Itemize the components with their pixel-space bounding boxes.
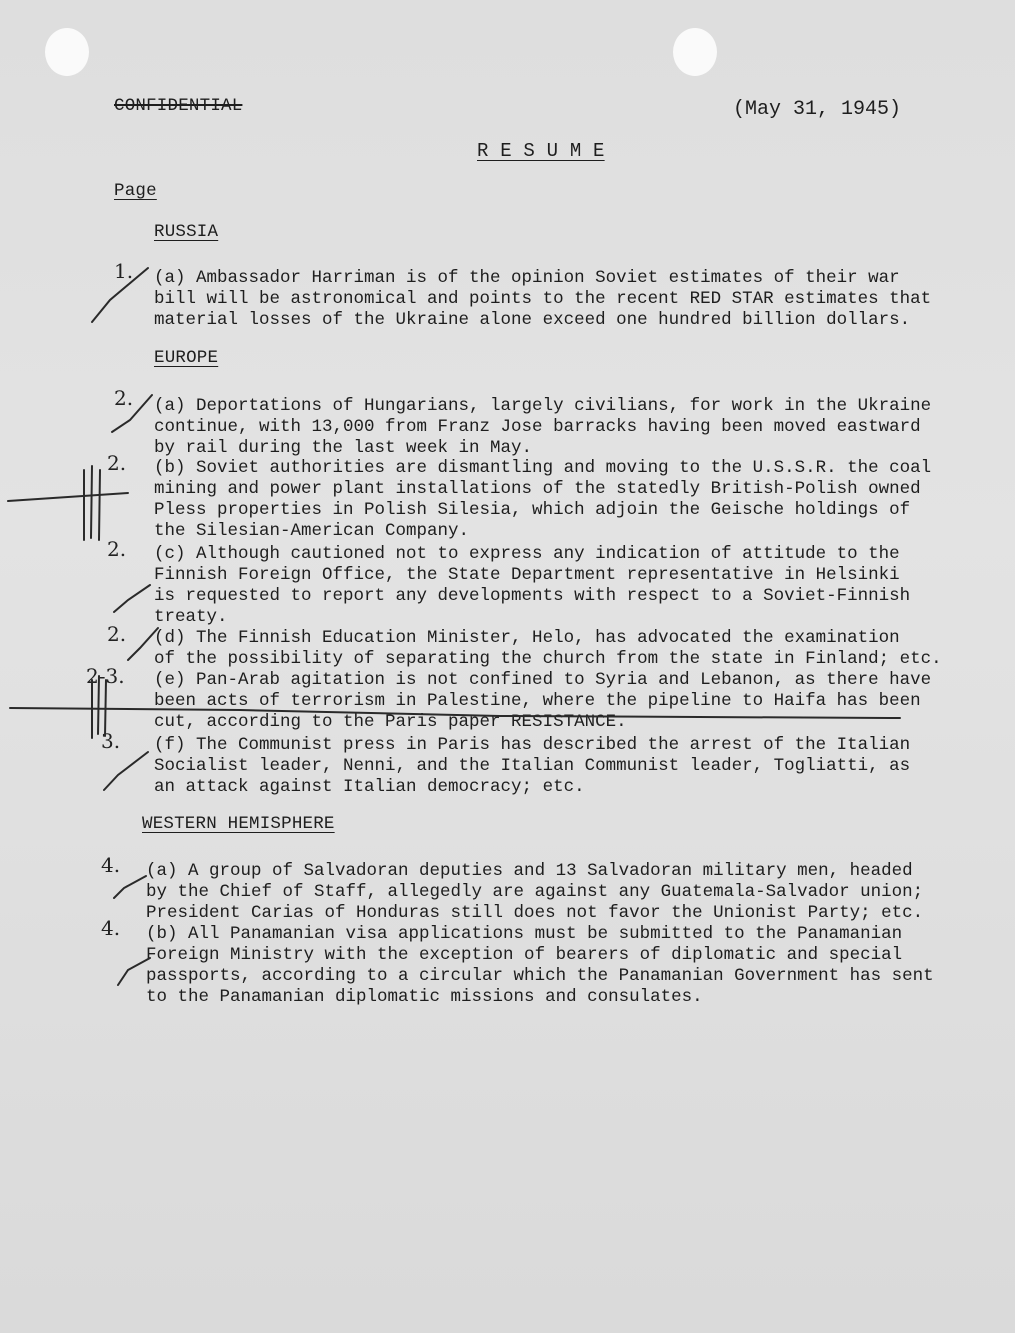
page-ref: 2-3.	[86, 664, 125, 688]
page-ref: 3.	[101, 729, 121, 753]
tally-line	[8, 493, 128, 501]
tally-line	[10, 708, 900, 718]
classification-mark: CONFIDENTIAL	[114, 96, 243, 116]
resume-item: (e) Pan-Arab agitation is not confined to Syria and Lebanon, as there have been acts of terrorism in Palestine, where the pipeline to Haifa has been cut, according to the Paris paper RESISTANCE.	[154, 670, 932, 732]
resume-item: (b) All Panamanian visa applications must be submitted to the Panamanian Foreign Ministry with the exception of bearers of diplomatic and special passports, according to a circular which the Panamanian Government has sent to the Panamanian diplomatic missions and consulates.	[146, 924, 934, 1007]
page-ref: 4.	[101, 916, 121, 940]
section-heading-western-hemisphere: WESTERN HEMISPHERE	[142, 814, 335, 834]
document-date: (May 31, 1945)	[733, 98, 902, 121]
page-title: R E S U M E	[477, 140, 605, 162]
check-mark	[114, 876, 146, 898]
section-heading-russia: RUSSIA	[154, 222, 219, 242]
check-mark	[128, 628, 158, 660]
tally-mark	[92, 676, 106, 738]
resume-item: (c) Although cautioned not to express any indication of attitude to the Finnish Foreign Office, the State Department representative in Helsinki is requested to report any developments with respect to a Soviet-Finnish treaty.	[154, 544, 911, 627]
page-ref: 2.	[114, 386, 134, 410]
tally-mark	[84, 466, 100, 540]
check-mark	[112, 395, 152, 432]
page-ref: 2.	[107, 622, 127, 646]
check-mark	[118, 958, 150, 985]
page-column-label: Page	[114, 181, 157, 201]
check-mark	[114, 585, 150, 612]
resume-item: (b) Soviet authorities are dismantling and moving to the U.S.S.R. the coal mining and power plant installations of the statedly British-Polish owned Pless properties in Polish Silesia, which adjoin the Geische holdings of the Silesian-American Company.	[154, 458, 932, 541]
resume-item: (a) Ambassador Harriman is of the opinion Soviet estimates of their war bill will be astronomical and points to the recent RED STAR estimates that material losses of the Ukraine alone exceed one hundred billion dollars.	[154, 268, 932, 330]
page-ref: 2.	[107, 537, 127, 561]
resume-item: (a) A group of Salvadoran deputies and 13 Salvadoran military men, headed by the Chief of Staff, allegedly are against any Guatemala-Salvador union; President Carias of Honduras still does not favor the Unionist Party; etc.	[146, 861, 924, 923]
page-ref: 1.	[114, 259, 134, 283]
resume-item: (f) The Communist press in Paris has described the arrest of the Italian Socialist leader, Nenni, and the Italian Communist leader, Togliatti, as an attack against Italian democracy; etc.	[154, 735, 911, 797]
section-heading-europe: EUROPE	[154, 348, 219, 368]
page-ref: 2.	[107, 451, 127, 475]
check-mark	[92, 268, 148, 322]
resume-item: (d) The Finnish Education Minister, Helo, has advocated the examination of the possibility of separating the church from the state in Finland; etc.	[154, 628, 942, 669]
page-ref: 4.	[101, 853, 121, 877]
check-mark	[104, 752, 148, 790]
resume-item: (a) Deportations of Hungarians, largely civilians, for work in the Ukraine continue, with 13,000 from Franz Jose barracks having been moved eastward by rail during the last week in May.	[154, 396, 932, 458]
